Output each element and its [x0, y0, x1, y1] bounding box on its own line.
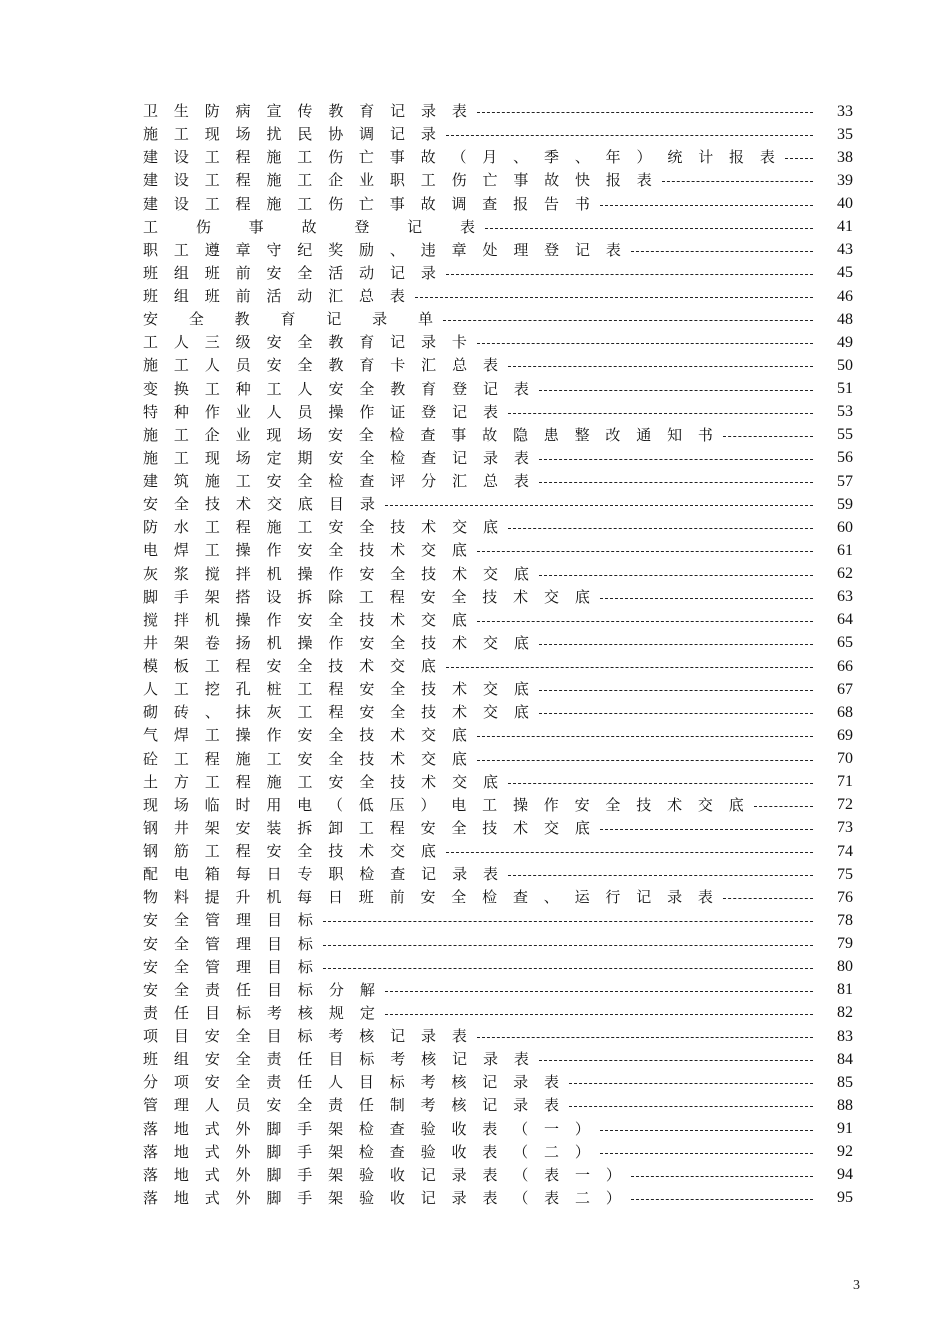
- dot-leader: [569, 1083, 813, 1084]
- toc-entry-page: 51: [837, 380, 853, 398]
- toc-entry-title: 建 设 工 程 施 工 伤 亡 事 故 （ 月 、 季 、 年 ） 统 计 报 表: [143, 148, 775, 167]
- toc-entry-page: 81: [837, 981, 853, 999]
- toc-entry-title: 落 地 式 外 脚 手 架 验 收 记 录 表 （ 表 二 ）: [143, 1188, 621, 1207]
- dot-leader: [539, 482, 813, 483]
- toc-entry-title: 井 架 卷 扬 机 操 作 安 全 技 术 交 底: [143, 633, 529, 652]
- dot-leader: [443, 320, 813, 321]
- toc-entry[interactable]: [143, 539, 853, 562]
- dot-leader: [539, 459, 813, 460]
- toc-entry-page: 49: [837, 333, 853, 351]
- toc-entry[interactable]: [143, 169, 853, 192]
- toc-entry-page: 55: [837, 426, 853, 444]
- toc-entry-title: 配 电 箱 每 日 专 职 检 查 记 录 表: [143, 865, 498, 884]
- toc-entry-title: 土 方 工 程 施 工 安 全 技 术 交 底: [143, 772, 498, 791]
- toc-entry-page: 66: [837, 657, 853, 675]
- toc-entry-title: 施 工 人 员 安 全 教 育 卡 汇 总 表: [143, 356, 498, 375]
- dot-leader: [600, 829, 813, 830]
- toc-entry-page: 64: [837, 611, 853, 629]
- toc-entry-page: 95: [837, 1189, 853, 1207]
- toc-entry-page: 70: [837, 750, 853, 768]
- toc-entry-page: 79: [837, 935, 853, 953]
- toc-entry[interactable]: [143, 979, 853, 1002]
- toc-entry[interactable]: [143, 748, 853, 771]
- toc-entry-title: 建 筑 施 工 安 全 检 查 评 分 汇 总 表: [143, 472, 529, 491]
- dot-leader: [446, 135, 813, 136]
- toc-entry[interactable]: [143, 909, 853, 932]
- dot-leader: [385, 991, 813, 992]
- toc-entry-page: 69: [837, 726, 853, 744]
- toc-entry-title: 施 工 现 场 扰 民 协 调 记 录: [143, 125, 436, 144]
- toc-entry[interactable]: [143, 308, 853, 331]
- dot-leader: [477, 760, 813, 761]
- toc-entry-page: 48: [837, 310, 853, 328]
- toc-entry-title: 现 场 临 时 用 电 （ 低 压 ） 电 工 操 作 安 全 技 术 交 底: [143, 795, 744, 814]
- toc-entry[interactable]: [143, 886, 853, 909]
- toc-entry[interactable]: [143, 262, 853, 285]
- toc-entry-title: 分 项 安 全 责 任 人 目 标 考 核 记 录 表: [143, 1073, 559, 1092]
- dot-leader: [477, 343, 813, 344]
- toc-entry[interactable]: [143, 424, 853, 447]
- toc-entry[interactable]: [143, 516, 853, 539]
- dot-leader: [539, 1060, 813, 1061]
- toc-entry-page: 76: [837, 888, 853, 906]
- toc-entry[interactable]: [143, 678, 853, 701]
- toc-entry-page: 43: [837, 241, 853, 259]
- toc-entry-title: 脚 手 架 搭 设 拆 除 工 程 安 全 技 术 交 底: [143, 587, 590, 606]
- toc-entry[interactable]: [143, 1071, 853, 1094]
- toc-entry-title: 施 工 现 场 定 期 安 全 检 查 记 录 表: [143, 448, 529, 467]
- toc-entry[interactable]: [143, 794, 853, 817]
- toc-entry[interactable]: [143, 331, 853, 354]
- dot-leader: [539, 644, 813, 645]
- dot-leader: [600, 1130, 813, 1131]
- toc-entry-page: 78: [837, 911, 853, 929]
- toc-entry[interactable]: [143, 100, 853, 123]
- dot-leader: [385, 1014, 813, 1015]
- dot-leader: [446, 852, 813, 853]
- toc-entry-page: 56: [837, 449, 853, 467]
- toc-entry[interactable]: [143, 447, 853, 470]
- toc-entry-title: 班 组 班 前 安 全 活 动 记 录: [143, 263, 436, 282]
- dot-leader: [446, 274, 813, 275]
- toc-entry-title: 特 种 作 业 人 员 操 作 证 登 记 表: [143, 402, 498, 421]
- toc-entry-title: 搅 拌 机 操 作 安 全 技 术 交 底: [143, 610, 467, 629]
- dot-leader: [569, 1106, 813, 1107]
- toc-entry[interactable]: [143, 1141, 853, 1164]
- toc-entry-page: 74: [837, 842, 853, 860]
- toc-entry[interactable]: [143, 1002, 853, 1025]
- toc-entry-title: 安 全 技 术 交 底 目 录: [143, 495, 375, 514]
- toc-entry[interactable]: [143, 933, 853, 956]
- toc-entry[interactable]: [143, 146, 853, 169]
- toc-entry-title: 钢 筋 工 程 安 全 技 术 交 底: [143, 842, 436, 861]
- toc-entry-title: 砼 工 程 施 工 安 全 技 术 交 底: [143, 749, 467, 768]
- toc-entry-title: 落 地 式 外 脚 手 架 检 查 验 收 表 （ 二 ）: [143, 1142, 590, 1161]
- dot-leader: [415, 297, 813, 298]
- toc-entry-page: 91: [837, 1120, 853, 1138]
- toc-entry[interactable]: [143, 470, 853, 493]
- toc-entry-page: 94: [837, 1166, 853, 1184]
- dot-leader: [539, 575, 813, 576]
- toc-entry-page: 63: [837, 588, 853, 606]
- toc-entry-title: 班 组 安 全 责 任 目 标 考 核 记 录 表: [143, 1050, 529, 1069]
- toc-entry-title: 安 全 教 育 记 录 单: [143, 310, 433, 329]
- toc-entry-title: 管 理 人 员 安 全 责 任 制 考 核 记 录 表: [143, 1096, 559, 1115]
- toc-entry-page: 45: [837, 264, 853, 282]
- toc-entry-title: 工 人 三 级 安 全 教 育 记 录 卡: [143, 333, 467, 352]
- toc-entry-title: 建 设 工 程 施 工 企 业 职 工 伤 亡 事 故 快 报 表: [143, 171, 652, 190]
- dot-leader: [385, 505, 813, 506]
- dot-leader: [477, 736, 813, 737]
- dot-leader: [477, 551, 813, 552]
- toc-entry-title: 安 全 管 理 目 标: [143, 934, 313, 953]
- toc-entry-title: 防 水 工 程 施 工 安 全 技 术 交 底: [143, 518, 498, 537]
- dot-leader: [477, 112, 813, 113]
- dot-leader: [539, 390, 813, 391]
- toc-entry[interactable]: [143, 655, 853, 678]
- toc-entry[interactable]: [143, 1025, 853, 1048]
- toc-entry[interactable]: [143, 401, 853, 424]
- toc-entry-page: 33: [837, 102, 853, 120]
- dot-leader: [539, 690, 813, 691]
- dot-leader: [323, 968, 813, 969]
- toc-entry-page: 61: [837, 541, 853, 559]
- toc-entry-page: 40: [837, 195, 853, 213]
- toc-entry-title: 施 工 企 业 现 场 安 全 检 查 事 故 隐 患 整 改 通 知 书: [143, 425, 713, 444]
- toc-entry[interactable]: [143, 193, 853, 216]
- dot-leader: [446, 667, 813, 668]
- toc-entry-title: 安 全 责 任 目 标 分 解: [143, 980, 375, 999]
- toc-entry-page: 46: [837, 287, 853, 305]
- toc-entry[interactable]: [143, 285, 853, 308]
- dot-leader: [600, 205, 813, 206]
- dot-leader: [600, 1153, 813, 1154]
- dot-leader: [631, 251, 813, 252]
- toc-entry-page: 68: [837, 703, 853, 721]
- toc-entry[interactable]: [143, 632, 853, 655]
- toc-entry[interactable]: [143, 123, 853, 146]
- toc-entry-page: 53: [837, 403, 853, 421]
- toc-entry-page: 59: [837, 495, 853, 513]
- toc-entry-title: 班 组 班 前 活 动 汇 总 表: [143, 287, 405, 306]
- dot-leader: [754, 806, 813, 807]
- dot-leader: [539, 713, 813, 714]
- toc-entry-title: 物 料 提 升 机 每 日 班 前 安 全 检 查 、 运 行 记 录 表: [143, 888, 713, 907]
- toc-entry-title: 模 板 工 程 安 全 技 术 交 底: [143, 657, 436, 676]
- dot-leader: [631, 1199, 813, 1200]
- toc-entry-title: 灰 浆 搅 拌 机 操 作 安 全 技 术 交 底: [143, 564, 529, 583]
- toc-entry-page: 39: [837, 171, 853, 189]
- toc-entry-page: 35: [837, 125, 853, 143]
- dot-leader: [508, 528, 813, 529]
- toc-entry-title: 气 焊 工 操 作 安 全 技 术 交 底: [143, 726, 467, 745]
- dot-leader: [323, 945, 813, 946]
- toc-entry-title: 职 工 遵 章 守 纪 奖 励 、 违 章 处 理 登 记 表: [143, 240, 621, 259]
- toc-entry-title: 项 目 安 全 目 标 考 核 记 录 表: [143, 1027, 467, 1046]
- toc-entry-title: 建 设 工 程 施 工 伤 亡 事 故 调 查 报 告 书: [143, 194, 590, 213]
- page-number: 3: [853, 1278, 860, 1293]
- toc-entry[interactable]: [143, 701, 853, 724]
- toc-entry-title: 卫 生 防 病 宣 传 教 育 记 录 表: [143, 102, 467, 121]
- toc-entry-page: 83: [837, 1027, 853, 1045]
- toc-entry-page: 82: [837, 1004, 853, 1022]
- toc-entry-title: 安 全 管 理 目 标: [143, 957, 313, 976]
- dot-leader: [631, 1176, 813, 1177]
- toc-entry[interactable]: [143, 1118, 853, 1141]
- toc-entry-page: 62: [837, 565, 853, 583]
- toc-entry-title: 砌 砖 、 抹 灰 工 程 安 全 技 术 交 底: [143, 703, 529, 722]
- toc-entry[interactable]: [143, 609, 853, 632]
- toc-entry-page: 65: [837, 634, 853, 652]
- dot-leader: [600, 598, 813, 599]
- toc-entry[interactable]: [143, 956, 853, 979]
- toc-entry-title: 落 地 式 外 脚 手 架 检 查 验 收 表 （ 一 ）: [143, 1119, 590, 1138]
- toc-entry-page: 71: [837, 773, 853, 791]
- dot-leader: [723, 898, 813, 899]
- toc-entry[interactable]: [143, 586, 853, 609]
- toc-entry-title: 责 任 目 标 考 核 规 定: [143, 1003, 375, 1022]
- dot-leader: [508, 783, 813, 784]
- toc-entry-title: 变 换 工 种 工 人 安 全 教 育 登 记 表: [143, 379, 529, 398]
- dot-leader: [508, 366, 813, 367]
- toc-entry-page: 84: [837, 1050, 853, 1068]
- dot-leader: [323, 921, 813, 922]
- toc-entry-page: 67: [837, 680, 853, 698]
- toc-entry-page: 57: [837, 472, 853, 490]
- toc-entry[interactable]: [143, 378, 853, 401]
- toc-entry[interactable]: [143, 1048, 853, 1071]
- dot-leader: [723, 436, 813, 437]
- toc-entry-title: 电 焊 工 操 作 安 全 技 术 交 底: [143, 541, 467, 560]
- toc-entry[interactable]: [143, 563, 853, 586]
- toc-entry-page: 60: [837, 518, 853, 536]
- dot-leader: [785, 158, 813, 159]
- toc-entry-page: 85: [837, 1073, 853, 1091]
- dot-leader: [477, 1037, 813, 1038]
- toc-entry[interactable]: [143, 216, 853, 239]
- dot-leader: [662, 181, 813, 182]
- toc-entry[interactable]: [143, 1094, 853, 1117]
- toc-entry-title: 人 工 挖 孔 桩 工 程 安 全 技 术 交 底: [143, 680, 529, 699]
- toc-entry-title: 工 伤 事 故 登 记 表: [143, 217, 475, 236]
- toc-entry[interactable]: [143, 840, 853, 863]
- toc-entry-page: 75: [837, 865, 853, 883]
- toc-entry-title: 安 全 管 理 目 标: [143, 911, 313, 930]
- dot-leader: [508, 875, 813, 876]
- toc-entry-title: 钢 井 架 安 装 拆 卸 工 程 安 全 技 术 交 底: [143, 818, 590, 837]
- toc-entry[interactable]: [143, 1164, 853, 1187]
- toc-entry-page: 80: [837, 958, 853, 976]
- toc-entry[interactable]: [143, 239, 853, 262]
- dot-leader: [508, 413, 813, 414]
- toc-entry-page: 73: [837, 819, 853, 837]
- toc-entry[interactable]: [143, 863, 853, 886]
- toc-entry-page: 41: [837, 218, 853, 236]
- toc-entry-title: 落 地 式 外 脚 手 架 验 收 记 录 表 （ 表 一 ）: [143, 1165, 621, 1184]
- toc-entry-page: 92: [837, 1143, 853, 1161]
- toc-entry[interactable]: [143, 1187, 853, 1210]
- toc-entry-page: 88: [837, 1096, 853, 1114]
- dot-leader: [485, 228, 813, 229]
- table-of-contents: [143, 100, 853, 1210]
- toc-entry-page: 38: [837, 148, 853, 166]
- toc-entry[interactable]: [143, 493, 853, 516]
- toc-entry[interactable]: [143, 817, 853, 840]
- toc-entry[interactable]: [143, 724, 853, 747]
- toc-entry-page: 72: [837, 796, 853, 814]
- dot-leader: [477, 621, 813, 622]
- toc-entry-page: 50: [837, 356, 853, 374]
- toc-entry[interactable]: [143, 354, 853, 377]
- toc-entry[interactable]: [143, 771, 853, 794]
